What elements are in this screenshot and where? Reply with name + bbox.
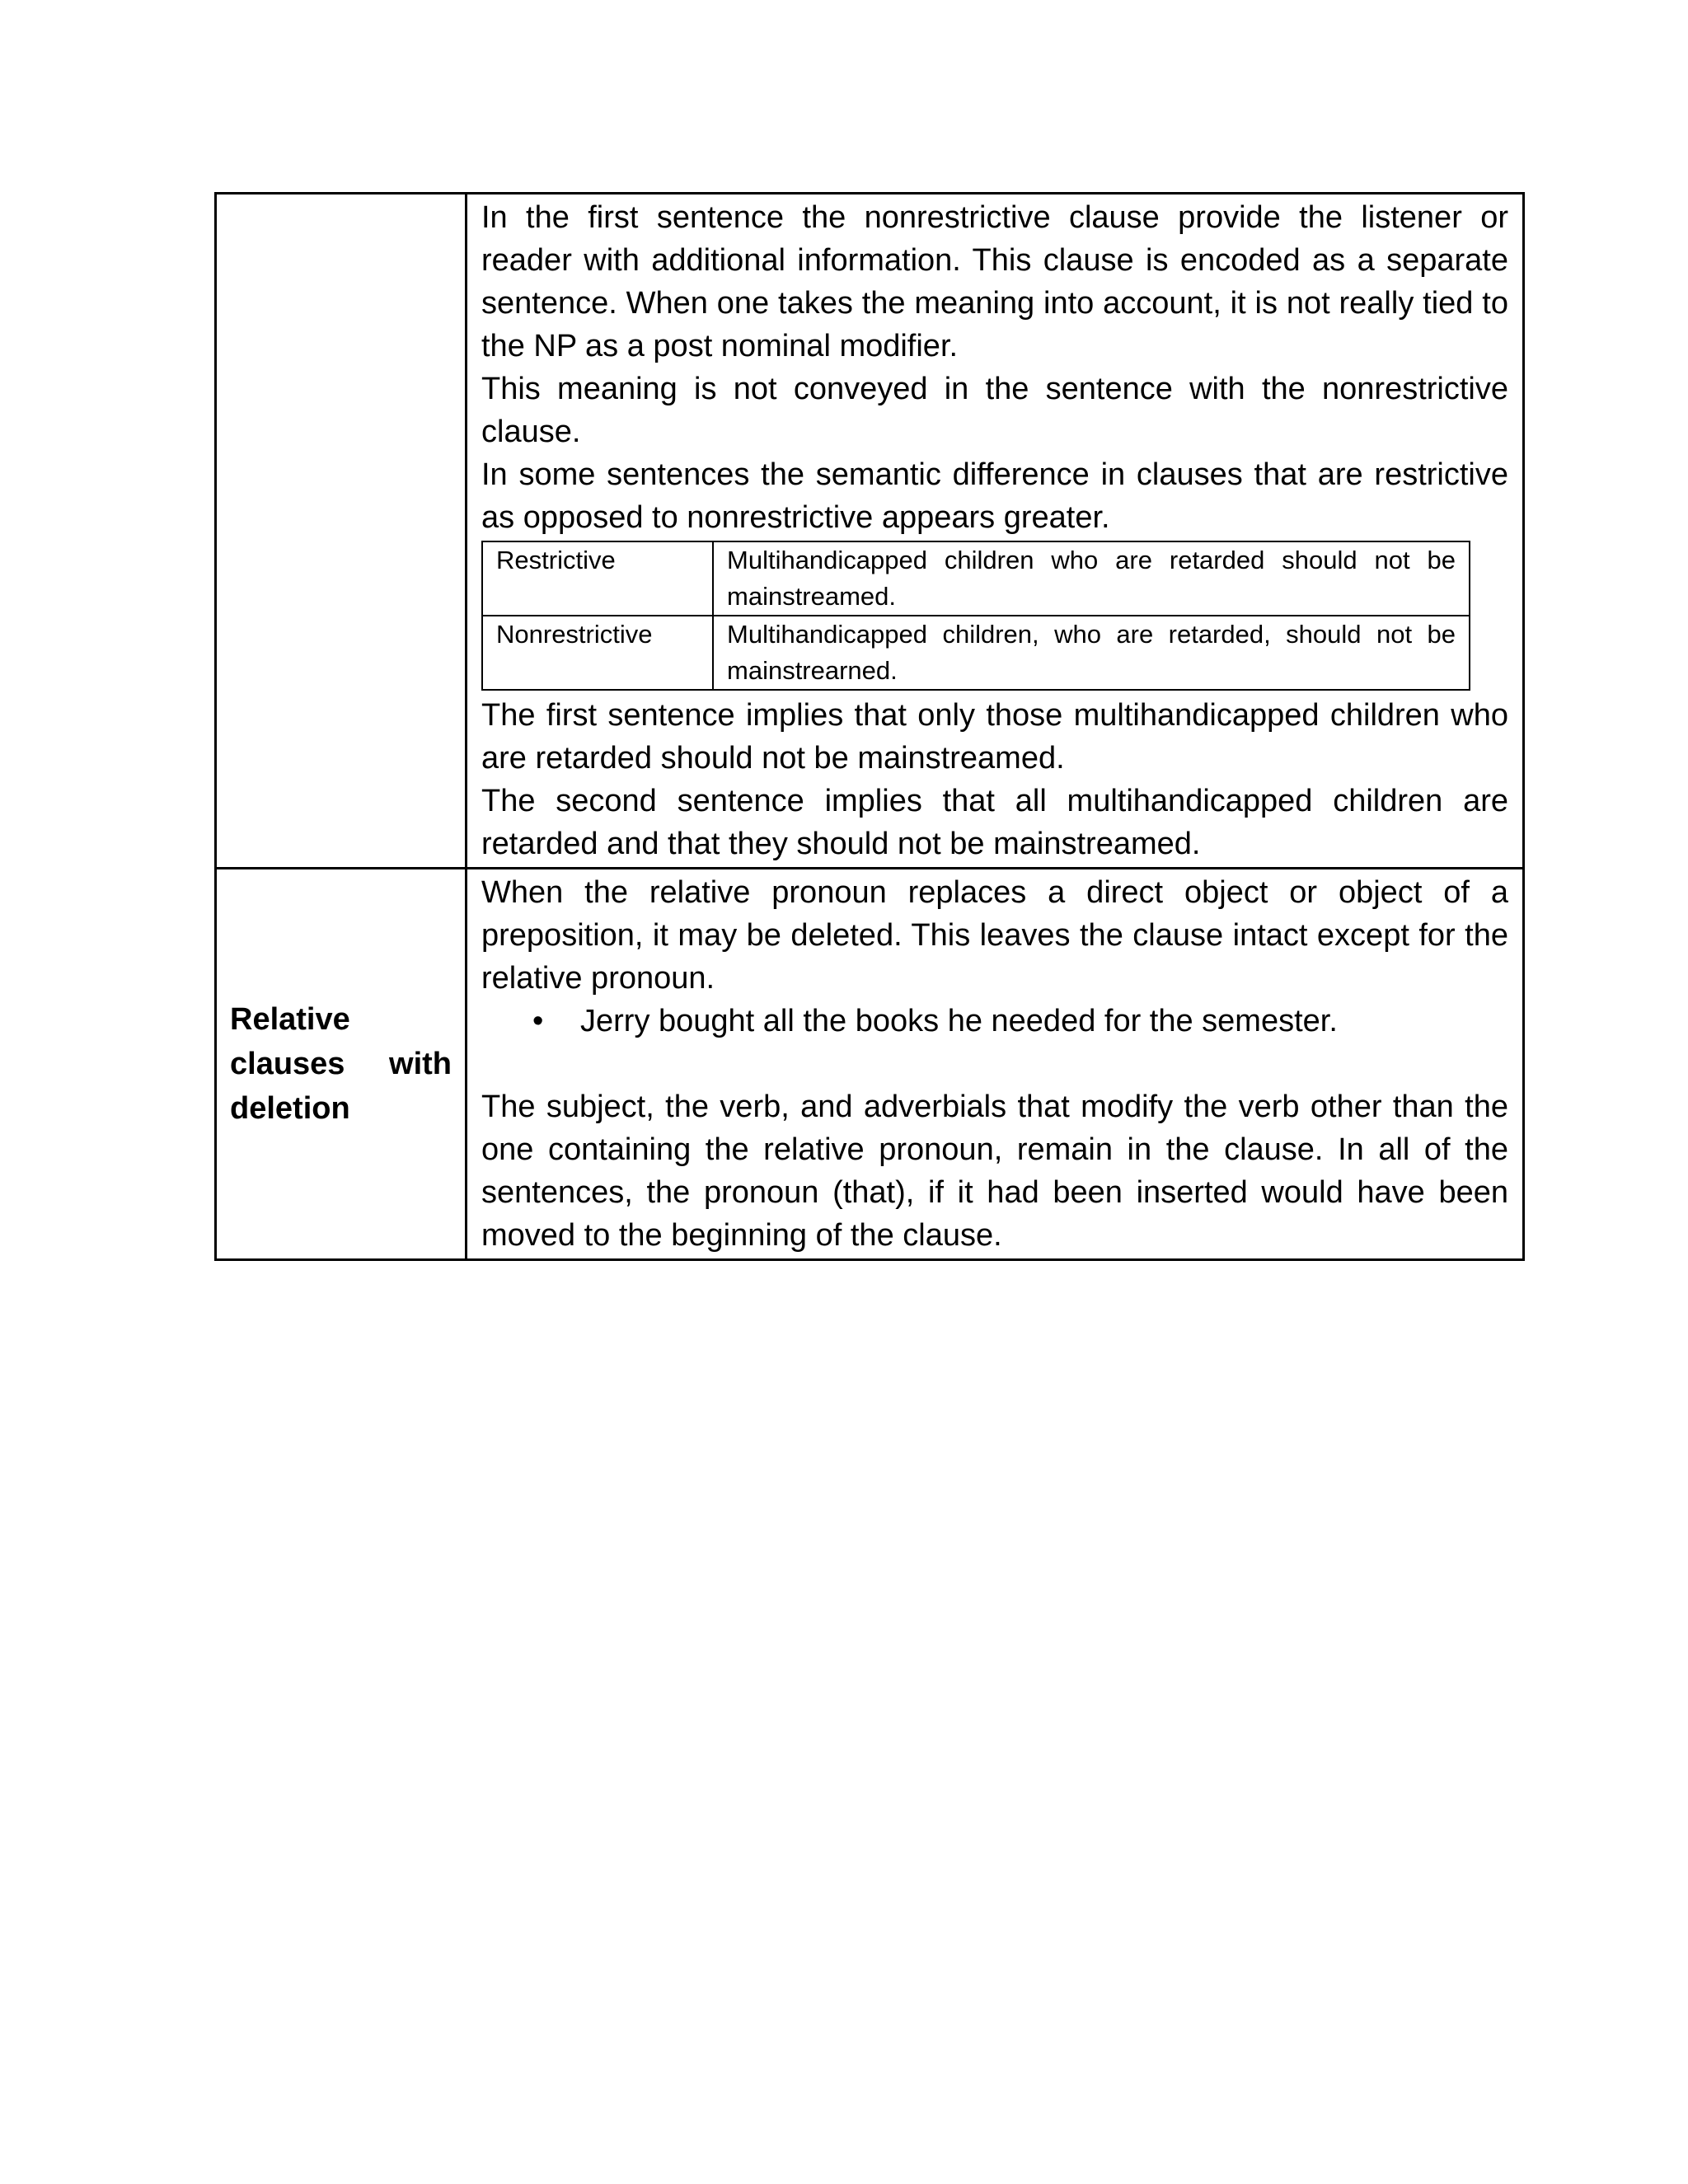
table-row	[216, 194, 1524, 869]
example-row	[482, 616, 1470, 690]
content-cell	[467, 869, 1524, 1260]
bullet-icon: •	[532, 1004, 544, 1038]
bullet-item	[532, 1000, 1508, 1043]
paragraph: The first sentence implies that only those multihandicapped children who are retarded should not be mainstreamed.	[481, 698, 1508, 776]
label-cell-empty	[216, 194, 467, 869]
clause-type: Restrictive	[482, 541, 713, 616]
example-sentence: Multihandicapped children, who are retarded, should not be mainstrearned.	[713, 616, 1470, 690]
paragraph: When the relative pronoun replaces a direct object or object of a preposition, it may be deleted. This leaves the clause intact except for the relative pronoun.	[481, 875, 1508, 996]
content-cell	[467, 194, 1524, 869]
bullet-text: Jerry bought all the books he needed for the semester.	[580, 1004, 1338, 1038]
example-row	[482, 541, 1470, 616]
paragraph: In some sentences the semantic difference in clauses that are restrictive as opposed to nonrestrictive appears greater.	[481, 457, 1508, 535]
grammar-table	[214, 192, 1525, 1261]
label-cell	[216, 869, 467, 1260]
clause-type: Nonrestrictive	[482, 616, 713, 690]
row-label-line: deletion	[230, 1091, 350, 1126]
example-sentence: Multihandicapped children who are retarded should not be mainstreamed.	[713, 541, 1470, 616]
table-row	[216, 869, 1524, 1260]
row-label-line: Relative	[230, 1002, 350, 1037]
paragraph: The subject, the verb, and adverbials that modify the verb other than the one containing the relative pronoun, remain in the clause. In all of the sentences, the pronoun (that), if it had been inserted would have been moved to the beginning of the clause.	[481, 1090, 1508, 1253]
row-label	[230, 997, 452, 1131]
paragraph: The second sentence implies that all multihandicapped children are retarded and that they should not be mainstreamed.	[481, 784, 1508, 861]
paragraph: This meaning is not conveyed in the sentence with the nonrestrictive clause.	[481, 372, 1508, 449]
row-label-line: clauses with	[230, 1047, 452, 1081]
paragraph: In the first sentence the nonrestrictive clause provide the listener or reader with additional information. This clause is encoded as a separate sentence. When one takes the meaning into account, it is not really tied to the NP as a post nominal modifier.	[481, 200, 1508, 363]
example-table	[481, 541, 1470, 691]
